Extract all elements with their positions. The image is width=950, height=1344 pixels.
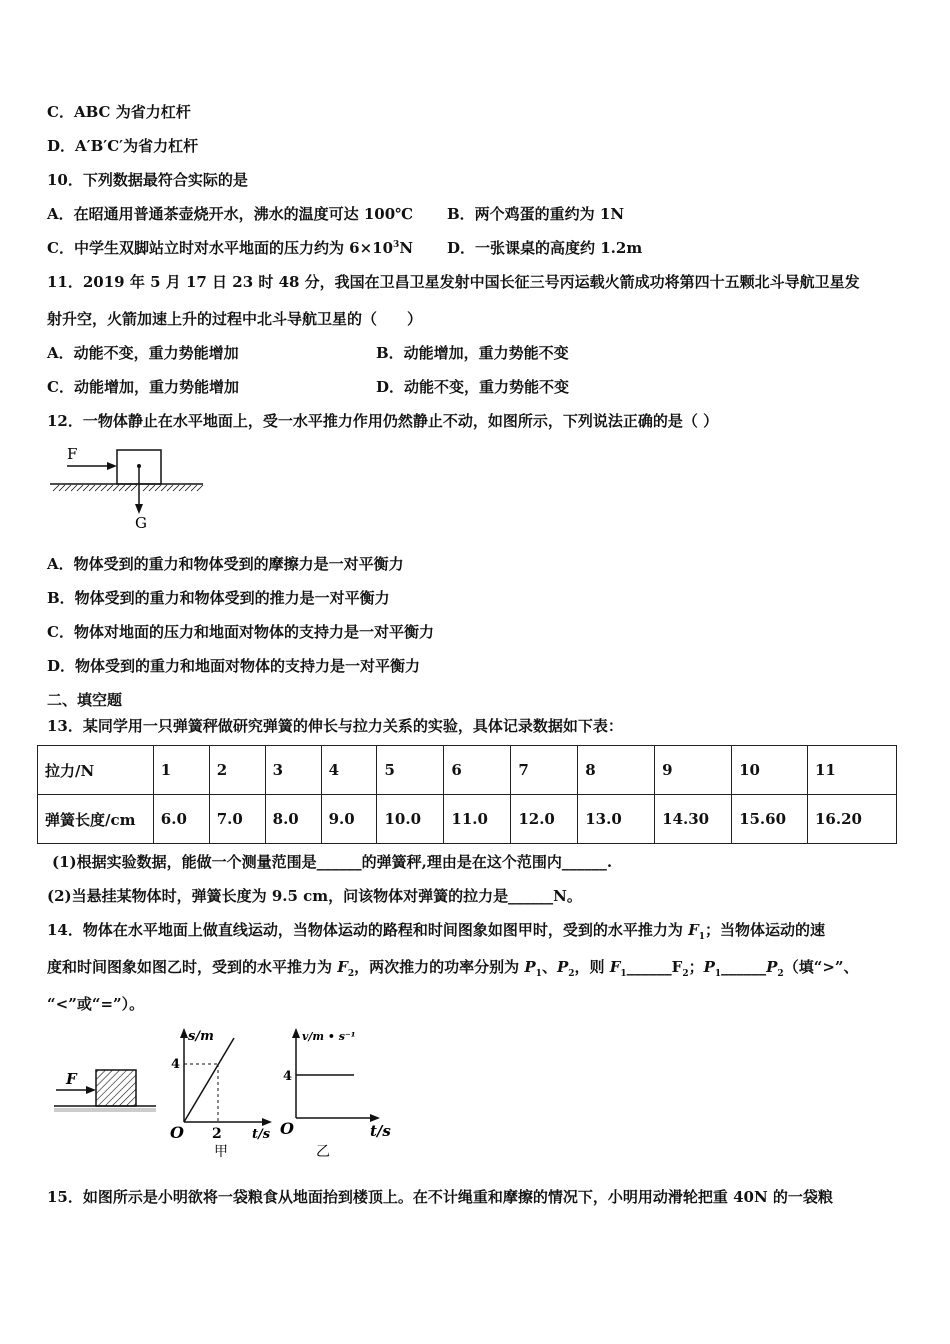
q13-sub1: (1)根据实验数据，能做一个测量范围是______的弹簧秤,理由是在这个范围内______.	[52, 853, 613, 871]
q14-figures	[40, 1022, 410, 1164]
q14-graph1-tick-4: 4	[171, 1057, 181, 1072]
q13-cell: 1	[153, 746, 209, 795]
q14-caption-yi: 乙	[316, 1144, 330, 1160]
q11-option-b: B．动能增加，重力势能不变	[376, 344, 569, 362]
q14-graph1-xlabel: t/s	[252, 1127, 271, 1142]
q12-force-diagram	[45, 442, 215, 534]
q13-cell: 8.0	[265, 795, 321, 844]
q13-cell: 9	[655, 746, 732, 795]
q14-block	[96, 1070, 136, 1106]
q11-option-d: D．动能不变，重力势能不变	[376, 378, 570, 396]
q14-graph2-origin: O	[280, 1119, 294, 1138]
q12-fig-label-f: F	[67, 445, 78, 463]
q12-option-c: C．物体对地面的压力和地面对物体的支持力是一对平衡力	[47, 623, 434, 641]
q13-cell: 13.0	[578, 795, 655, 844]
q13-cell: 3	[265, 746, 321, 795]
q12-option-b: B．物体受到的重力和物体受到的推力是一对平衡力	[47, 589, 390, 607]
q12-stem: 12．一物体静止在水平地面上，受一水平推力作用仍然静止不动，如图所示，下列说法正确的是（ ）	[47, 412, 719, 430]
q9-option-d: D．A′B′C′为省力杠杆	[47, 137, 199, 155]
section-heading: 二、填空题	[47, 691, 123, 709]
q13-cell: 14.30	[655, 795, 732, 844]
q13-cell: 10	[732, 746, 808, 795]
q13-cell: 7	[511, 746, 578, 795]
q10-option-b: B．两个鸡蛋的重约为 1N	[447, 205, 625, 223]
q15-stem: 15．如图所示是小明欲将一袋粮食从地面抬到楼顶上。在不计绳重和摩擦的情况下，小明用动滑轮把重 40N 的一袋粮	[47, 1188, 833, 1206]
q13-cell: 11	[807, 746, 896, 795]
q13-data-table	[37, 745, 897, 844]
q13-cell: 11.0	[444, 795, 511, 844]
q13-row-header: 弹簧长度/cm	[38, 795, 154, 844]
q13-cell: 12.0	[511, 795, 578, 844]
q14-graph2-tick-4: 4	[283, 1069, 293, 1084]
q14-graph1-ylabel: s/m	[188, 1029, 214, 1044]
q13-cell: 6	[444, 746, 511, 795]
q13-cell: 6.0	[153, 795, 209, 844]
q14-graph1-tick-2: 2	[212, 1126, 222, 1142]
q10-option-a: A．在昭通用普通茶壶烧开水，沸水的温度可达 100℃	[47, 205, 414, 223]
q13-cell: 2	[209, 746, 265, 795]
q14-graph1-line	[184, 1038, 234, 1122]
q10-option-d: D．一张课桌的高度约 1.2m	[447, 239, 643, 257]
q11-option-c: C．动能增加，重力势能增加	[47, 378, 239, 396]
q12-option-a: A．物体受到的重力和物体受到的摩擦力是一对平衡力	[47, 555, 404, 573]
q13-cell: 9.0	[321, 795, 377, 844]
q10-stem: 10．下列数据最符合实际的是	[47, 171, 248, 189]
q9-option-c: C．ABC 为省力杠杆	[47, 103, 191, 121]
q13-sub2: (2)当悬挂某物体时，弹簧长度为 9.5 cm，问该物体对弹簧的拉力是______N。	[47, 887, 582, 905]
q14-graph1-origin: O	[170, 1123, 184, 1142]
q14-fig-label-f: F	[66, 1070, 77, 1088]
q13-cell: 8	[578, 746, 655, 795]
q14-line1: 14．物体在水平地面上做直线运动，当物体运动的路程和时间图象如图甲时，受到的水平推力为 $F_1$；当物体运动的速	[47, 921, 826, 942]
q11-option-a: A．动能不变，重力势能增加	[47, 344, 239, 362]
q13-row-header: 拉力/N	[38, 746, 154, 795]
q14-line3: “<”或“=”）。	[47, 995, 145, 1013]
q13-cell: 10.0	[377, 795, 444, 844]
q13-cell: 16.20	[807, 795, 896, 844]
q11-stem-line1: 11．2019 年 5 月 17 日 23 时 48 分，我国在卫昌卫星发射中国长征三号丙运载火箭成功将第四十五颗北斗导航卫星发	[47, 273, 860, 291]
q12-fig-label-g: G	[135, 514, 147, 532]
q13-row-length	[38, 795, 897, 844]
q13-cell: 7.0	[209, 795, 265, 844]
q14-line2: 度和时间图象如图乙时，受到的水平推力为 $F_2$，两次推力的功率分别为 $P_1$、$P_2$，则 $F_1\_\_\_\_\_\_F_2$；$P_1\_\_\_\_\_\_P_2$（填“>”、	[47, 958, 859, 979]
q14-graph2-ylabel: v/m • s⁻¹	[302, 1030, 356, 1043]
q13-stem: 13．某同学用一只弹簧秤做研究弹簧的伸长与拉力关系的实验，具体记录数据如下表：	[47, 717, 623, 735]
q13-cell: 15.60	[732, 795, 808, 844]
q12-option-d: D．物体受到的重力和地面对物体的支持力是一对平衡力	[47, 657, 421, 675]
q13-cell: 4	[321, 746, 377, 795]
q14-graph2-xlabel: t/s	[370, 1122, 391, 1140]
q11-stem-line2: 射升空，火箭加速上升的过程中北斗导航卫星的（ ）	[47, 310, 423, 328]
q14-caption-jia: 甲	[214, 1144, 228, 1160]
q13-row-force	[38, 746, 897, 795]
q13-cell: 5	[377, 746, 444, 795]
q10-option-c: C．中学生双脚站立时对水平地面的压力约为 $6\times 10^3N$	[47, 239, 414, 257]
